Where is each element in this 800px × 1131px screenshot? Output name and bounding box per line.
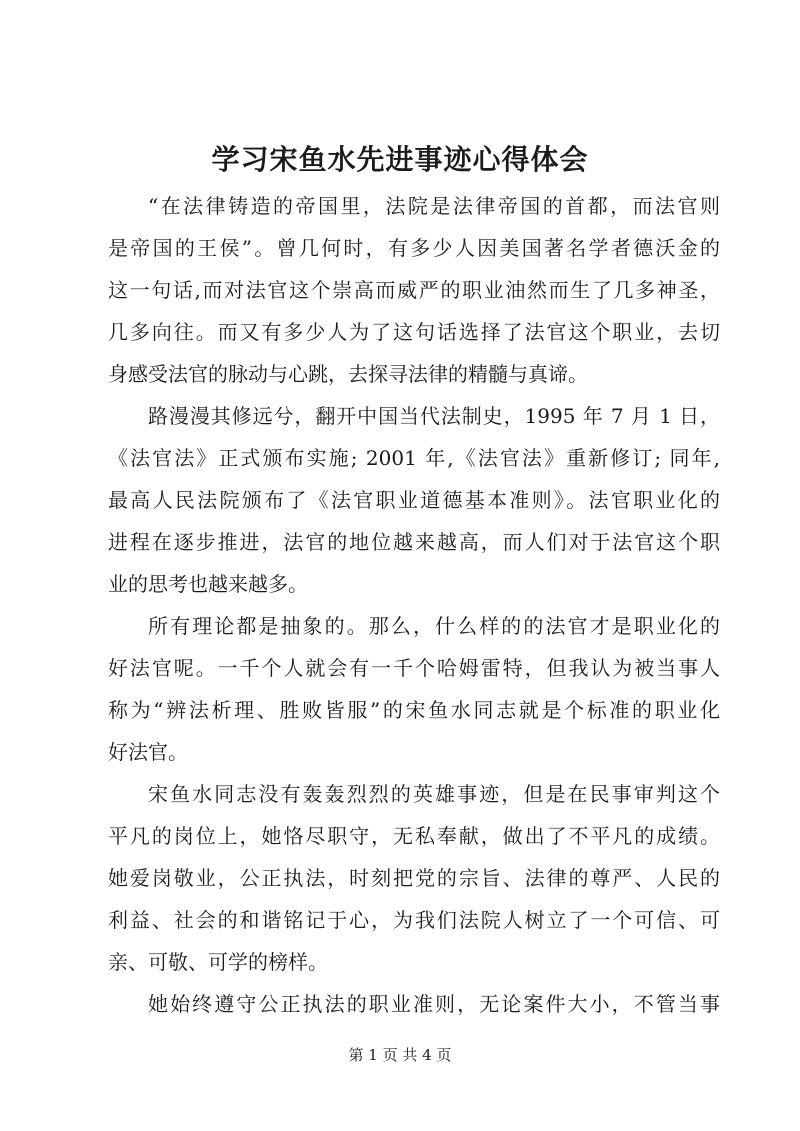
text-line: 宋鱼水同志没有轰轰烈烈的英雄事迹，但是在民事审判这个 — [148, 782, 720, 806]
text-line: 是帝国的王侯”。曾几何时，有多少人因美国著名学者德沃金的 — [108, 236, 720, 260]
text-line: 几多向往。而又有多少人为了这句话选择了法官这个职业，去切 — [108, 320, 720, 344]
text-line: 利益、社会的和谐铭记于心，为我们法院人树立了一个可信、可 — [108, 908, 720, 932]
document-title: 学习宋鱼水先进事迹心得体会 — [211, 143, 589, 176]
text-line: 平凡的岗位上，她恪尽职守，无私奉献，做出了不平凡的成绩。 — [108, 824, 720, 848]
text-line: 路漫漫其修远兮，翻开中国当代法制史，1995 年 7 月 1 日， — [148, 404, 720, 428]
text-line: 亲、可敬、可学的榜样。 — [108, 950, 328, 974]
text-line: 她始终遵守公正执法的职业准则，无论案件大小，不管当事 — [148, 992, 720, 1016]
text-line: 这一句话,而对法官这个崇高而威严的职业油然而生了几多神圣， — [108, 278, 720, 302]
text-line: 她爱岗敬业，公正执法，时刻把党的宗旨、法律的尊严、人民的 — [108, 866, 720, 890]
text-line: 所有理论都是抽象的。那么，什么样的的法官才是职业化的 — [148, 614, 720, 638]
text-line: 业的思考也越来越多。 — [108, 572, 308, 596]
text-line: 好法官呢。一千个人就会有一千个哈姆雷特，但我认为被当事人 — [108, 656, 720, 680]
text-line: 《法官法》正式颁布实施; 2001 年,《法官法》重新修订; 同年, — [108, 446, 720, 470]
text-line: 最高人民法院颁布了《法官职业道德基本准则》。法官职业化的 — [108, 488, 720, 512]
text-line: 称为“辨法析理、胜败皆服”的宋鱼水同志就是个标准的职业化 — [108, 698, 720, 722]
text-line: “在法律铸造的帝国里，法院是法律帝国的首都，而法官则 — [148, 194, 720, 218]
text-line: 好法官。 — [108, 740, 188, 764]
text-line: 进程在逐步推进，法官的地位越来越高，而人们对于法官这个职 — [108, 530, 720, 554]
page-number-footer: 第 1 页 共 4 页 — [348, 1046, 452, 1064]
text-line: 身感受法官的脉动与心跳，去探寻法律的精髓与真谛。 — [108, 362, 588, 386]
